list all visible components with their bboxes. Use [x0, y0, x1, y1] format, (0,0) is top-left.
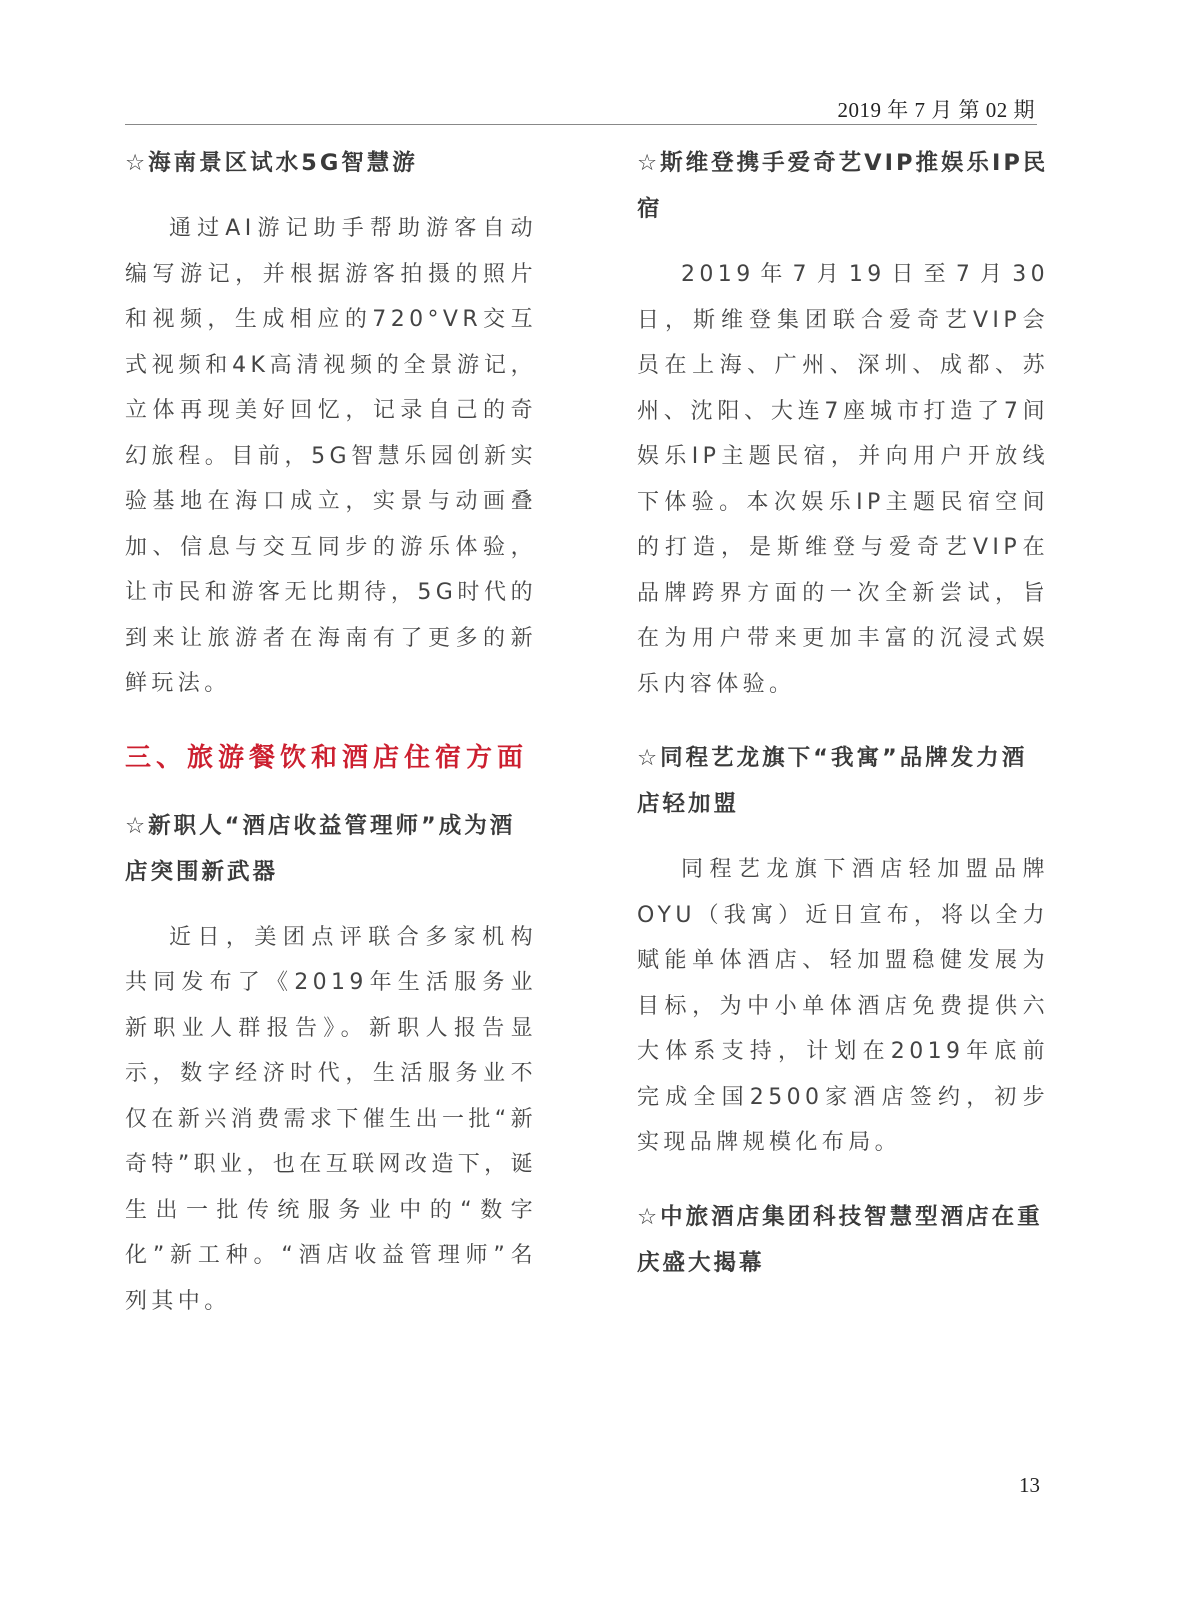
- header-divider: [125, 124, 1037, 125]
- article-body-sweetome-iqiyi: 2019年7月19日至7月30日，斯维登集团联合爱奇艺VIP会员在上海、广州、深圳、成都、苏州、沈阳、大连7座城市打造了7间娱乐IP主题民宿，并向用户开放线下体验。本次娱乐IP主题民宿空间的打造，是斯维登与爱奇艺VIP在品牌跨界方面的一次全新尝试，旨在为用户带来更加丰富的沉浸式娱乐内容体验。: [637, 262, 1049, 697]
- article-heading-ctg-hotel: ☆中旅酒店集团科技智慧型酒店在重庆盛大揭幕: [637, 1203, 1043, 1276]
- article-heading-revenue-manager: ☆新职人“酒店收益管理师”成为酒店突围新武器: [125, 812, 516, 885]
- article-heading-oyu: ☆同程艺龙旗下“我寓”品牌发力酒店轻加盟: [637, 745, 1028, 817]
- article-heading-hainan-5g: ☆海南景区试水5G智慧游: [125, 150, 418, 176]
- article-body-hainan-5g: 通过AI游记助手帮助游客自动编写游记，并根据游客拍摄的照片和视频，生成相应的720°VR交互式视频和4K高清视频的全景游记，立体再现美好回忆，记录自己的奇幻旅程。目前，5G智慧乐园创新实验基地在海口成立，实景与动画叠加、信息与交互同步的游乐体验，让市民和游客无比期待，5G时代的到来让旅游者在海南有了更多的新鲜玩法。: [125, 216, 537, 696]
- article-heading-sweetome-iqiyi: ☆斯维登携手爱奇艺VIP推娱乐IP民宿: [637, 150, 1049, 222]
- section-title-3: 三、旅游餐饮和酒店住宿方面: [125, 742, 529, 773]
- page-number: 13: [1019, 1473, 1040, 1497]
- article-body-oyu: 同程艺龙旗下酒店轻加盟品牌OYU（我寓）近日宣布，将以全力赋能单体酒店、轻加盟稳健发展为目标，为中小单体酒店免费提供六大体系支持，计划在2019年底前完成全国2500家酒店签约，初步实现品牌规模化布局。: [637, 857, 1049, 1155]
- issue-label: 2019 年 7 月 第 02 期: [837, 98, 1035, 122]
- right-column: [637, 140, 1049, 1286]
- article-body-revenue-manager: 近日，美团点评联合多家机构共同发布了《2019年生活服务业新职业人群报告》。新职人报告显示，数字经济时代，生活服务业不仅在新兴消费需求下催生出一批“新奇特”职业，也在互联网改造下，诞生出一批传统服务业中的“数字化”新工种。“酒店收益管理师”名列其中。: [125, 924, 537, 1314]
- left-column: [125, 140, 537, 1324]
